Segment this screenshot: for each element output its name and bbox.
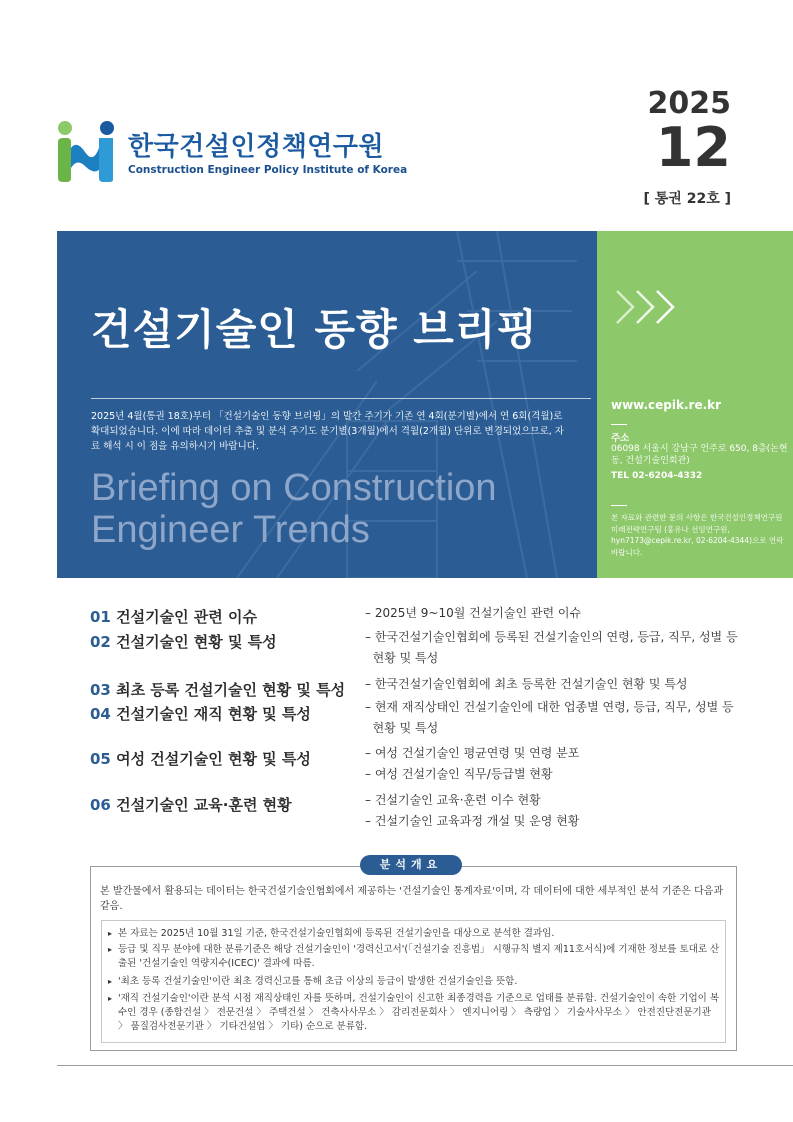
toc-number: 06 xyxy=(90,796,111,814)
toc-desc-line: 현황 및 특성 xyxy=(365,721,439,735)
footer-divider xyxy=(57,1065,793,1066)
toc-item xyxy=(90,679,345,700)
toc-title: 최초 등록 건설기술인 현황 및 특성 xyxy=(116,681,346,699)
toc-desc-line: – 2025년 9~10월 건설기술인 관련 이슈 xyxy=(365,606,582,620)
analysis-note: ▸ 등급 및 직무 분야에 대한 분류기준은 해당 건설기술인이 '경력신고서'(「건설기술 진흥법」 시행규칙 별지 제11호서식)에 기재한 정보를 토대로 산출된 '건설기술인 역량지수(ICEC)' 결과에 따름. xyxy=(108,943,720,971)
toc-title: 여성 건설기술인 현황 및 특성 xyxy=(116,750,311,768)
cover-banner xyxy=(57,231,597,578)
toc-number: 02 xyxy=(90,633,111,651)
analysis-note: ▸ '재직 건설기술인'이란 분석 시점 재직상태인 자를 뜻하며, 건설기술인이 신고한 최종경력을 기준으로 업태를 분류함. 건설기술인이 속한 기업이 복수인 경우 (종합건설 〉 전문건설 〉 주택건설 〉 건축사사무소 〉 감리전문회사 〉 엔지니어링 〉 측량업 〉 기술사사무소 〉 안전진단전문기관 〉 품질검사전문기관 〉 기타건설업 〉 기타) 순으로 분류함. xyxy=(108,992,720,1034)
toc-description xyxy=(365,627,755,669)
toc-item xyxy=(90,703,311,724)
toc-number: 01 xyxy=(90,608,111,626)
issue-volume: [ 통권 22호 ] xyxy=(643,191,731,207)
toc-desc-line: – 현재 재직상태인 건설기술인에 대한 업종별 연령, 등급, 직무, 성별 등 xyxy=(365,700,734,714)
toc-description xyxy=(365,790,755,832)
toc-description xyxy=(365,697,755,739)
toc-item xyxy=(90,748,311,769)
telephone: TEL 02-6204-4332 xyxy=(611,471,703,481)
divider xyxy=(611,424,627,425)
analysis-note: ▸ '최초 등록 건설기술인'이란 최초 경력신고를 통해 초급 이상의 등급이 발생한 건설기술인을 뜻함. xyxy=(108,975,720,989)
toc-number: 03 xyxy=(90,681,111,699)
toc-title: 건설기술인 관련 이슈 xyxy=(116,608,257,626)
toc-desc-line: – 건설기술인 교육·훈련 이수 현황 xyxy=(365,793,541,807)
publication-title-en xyxy=(91,467,497,551)
publication-notice: 2025년 4월(통권 18호)부터 「건설기술인 동향 브리핑」의 발간 주기가 기존 연 4회(분기별)에서 연 6회(격월)로 확대되었습니다. 이에 따라 데이터 추출 및 분석 주기도 분기별(3개월)에서 격월(2개월) 단위로 변경되었으므로, 자료 해석 시 이 점을 유의하시기 바랍니다. xyxy=(91,411,564,452)
toc-description xyxy=(365,743,755,785)
issue-year: 2025 xyxy=(647,86,731,121)
address-label: 주소 xyxy=(611,433,630,444)
institute-logo-icon xyxy=(55,118,117,184)
contact-info: 본 자료와 관련한 문의 사항은 한국건설인정책연구원 미래전략연구팀 (홍유나 선임연구원, hyn7173@cepik.re.kr, 02-6204-4344)으로 연락바랍니다. xyxy=(611,513,784,557)
toc-desc-line: – 한국건설기술인협회에 최초 등록한 건설기술인 현황 및 특성 xyxy=(365,677,688,691)
toc-number: 05 xyxy=(90,750,111,768)
address-text: 06098 서울시 강남구 언주로 650, 8층(논현동, 건설기술인회관) xyxy=(611,444,788,466)
toc-desc-line: – 건설기술인 교육과정 개설 및 운영 현황 xyxy=(365,814,580,828)
analysis-overview-tag: 분석개요 xyxy=(360,855,462,875)
analysis-intro: 본 발간물에서 활용되는 데이터는 한국건설기술인협회에서 제공하는 '건설기술인 통계자료'이며, 각 데이터에 대한 세부적인 분석 기준은 다음과 같음. xyxy=(100,886,724,912)
toc-description xyxy=(365,603,755,624)
toc-item xyxy=(90,631,277,652)
toc-item xyxy=(90,606,257,627)
toc-desc-line: – 한국건설기술인협회에 등록된 건설기술인의 연령, 등급, 직무, 성별 등 xyxy=(365,630,738,644)
toc-number: 04 xyxy=(90,705,111,723)
contact-sidebar xyxy=(597,231,793,578)
toc-title: 건설기술인 재직 현황 및 특성 xyxy=(116,705,311,723)
divider xyxy=(91,398,591,399)
chevron-right-icon xyxy=(613,287,683,327)
org-name-kr: 한국건설인정책연구원 xyxy=(128,132,385,162)
org-name-en: Construction Engineer Policy Institute of Korea xyxy=(128,164,408,176)
publication-title: 건설기술인 동향 브리핑 xyxy=(91,305,538,354)
toc-desc-line: – 여성 건설기술인 직무/등급별 현황 xyxy=(365,767,553,781)
toc-description xyxy=(365,674,755,695)
website-link[interactable]: www.cepik.re.kr xyxy=(611,398,722,412)
title-en-line-1: Briefing on Construction xyxy=(91,467,497,509)
toc-item xyxy=(90,794,292,815)
issue-month: 12 xyxy=(655,116,731,179)
analysis-note: ▸ 본 자료는 2025년 10월 31일 기준, 한국건설기술인협회에 등록된 건설기술인을 대상으로 분석한 결과임. xyxy=(108,927,720,941)
toc-title: 건설기술인 교육·훈련 현황 xyxy=(116,796,292,814)
toc-title: 건설기술인 현황 및 특성 xyxy=(116,633,277,651)
toc-desc-line: – 여성 건설기술인 평균연령 및 연령 분포 xyxy=(365,746,580,760)
title-en-line-2: Engineer Trends xyxy=(91,509,370,551)
divider xyxy=(611,505,627,506)
toc-desc-line: 현황 및 특성 xyxy=(365,651,439,665)
